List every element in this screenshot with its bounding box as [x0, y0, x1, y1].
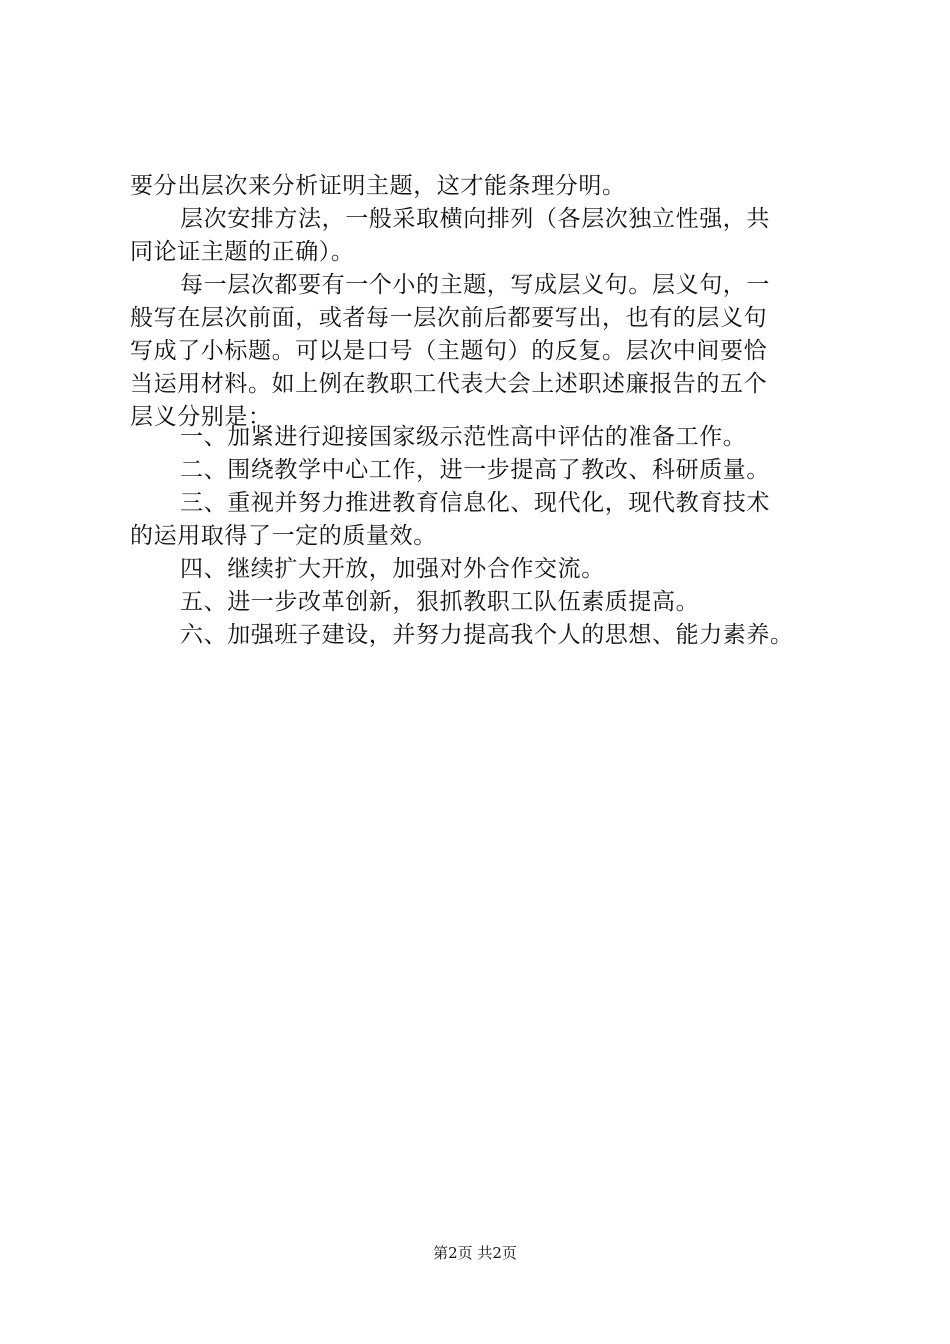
text-line: 层义分别是：: [130, 404, 272, 430]
list-item: 一、加紧进行迎接国家级示范性高中评估的准备工作。: [180, 424, 747, 450]
text-line: 要分出层次来分析证明主题，这才能条理分明。: [130, 173, 626, 199]
list-item: 二、围绕教学中心工作，进一步提高了教改、科研质量。: [180, 457, 770, 483]
text-line: 的运用取得了一定的质量效。: [130, 523, 437, 549]
text-line: 每一层次都要有一个小的主题，写成层义句。层义句，一: [180, 272, 770, 298]
text-line: 同论证主题的正确）。: [130, 239, 355, 265]
list-item: 三、重视并努力推进教育信息化、现代化，现代教育技术: [180, 490, 770, 516]
list-item: 四、继续扩大开放，加强对外合作交流。: [180, 556, 605, 582]
text-line: 层次安排方法，一般采取横向排列（各层次独立性强，共: [180, 206, 770, 232]
text-line: 般写在层次前面，或者每一层次前后都要写出，也有的层义句: [130, 305, 768, 331]
text-line: 写成了小标题。可以是口号（主题句）的反复。层次中间要恰: [130, 338, 768, 364]
list-item: 五、进一步改革创新，狠抓教职工队伍素质提高。: [180, 589, 700, 615]
text-line: 当运用材料。如上例在教职工代表大会上述职述廉报告的五个: [130, 371, 768, 397]
page-number-footer: 第2页 共2页: [433, 1244, 517, 1262]
list-item: 六、加强班子建设，并努力提高我个人的思想、能力素养。: [180, 622, 794, 648]
